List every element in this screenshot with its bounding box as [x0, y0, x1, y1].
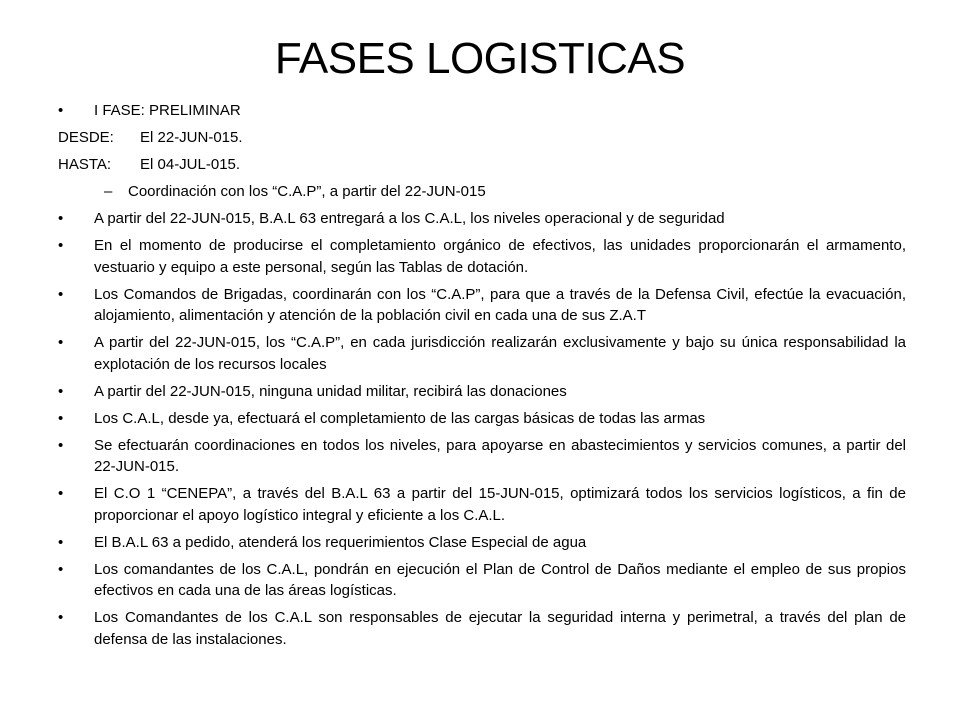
slide-title: FASES LOGISTICAS [274, 34, 686, 83]
bullet-item [58, 435, 906, 478]
bullet-text: En el momento de producirse el completamiento orgánico de efectivos, las unidades proporcionarán el armamento, vestuario y equipo a este personal, según las Tablas de dotación. [94, 237, 906, 276]
sub-item-text: Coordinación con los “C.A.P”, a partir del 22-JUN-015 [128, 183, 486, 200]
hasta-value: El 04-JUL-015. [140, 156, 241, 173]
bullet-item [58, 483, 906, 526]
desde-label: DESDE: [58, 129, 114, 146]
bullet-text: Los C.A.L, desde ya, efectuará el completamiento de las cargas básicas de todas las armas [94, 409, 706, 427]
bullet-marker: • [58, 609, 64, 626]
bullet-marker: • [58, 285, 64, 303]
bullet-marker: • [58, 210, 64, 227]
bullet-marker: • [58, 382, 64, 400]
bullet-item [58, 559, 906, 602]
bullet-text: Los comandantes de los C.A.L, pondrán en ejecución el Plan de Control de Daños mediante el empleo de sus propios efectivos en cada una de las áreas logísticas. [94, 560, 906, 599]
bullet-text: Se efectuarán coordinaciones en todos los niveles, para apoyarse en abastecimientos y servicios comunes, a partir del 22-JUN-015. [94, 436, 906, 475]
bullet-item [58, 284, 906, 327]
hasta-label: HASTA: [58, 156, 112, 173]
bullet-marker: • [58, 560, 64, 578]
bullet-text: A partir del 22-JUN-015, ninguna unidad militar, recibirá las donaciones [94, 382, 567, 400]
hasta-line [58, 154, 906, 176]
phase-label: I FASE: PRELIMINAR [94, 102, 241, 119]
bullet-marker: • [58, 533, 64, 551]
sub-item [58, 181, 906, 203]
bullet-text: El B.A.L 63 a pedido, atenderá los requerimientos Clase Especial de agua [94, 533, 587, 551]
desde-value: El 22-JUN-015. [140, 129, 243, 146]
bullet-marker: • [58, 409, 64, 427]
bullet-item [58, 208, 906, 230]
bullet-marker: • [58, 436, 64, 454]
bullet-text: El C.O 1 “CENEPA”, a través del B.A.L 63 a partir del 15-JUN-015, optimizará todos los servicios logísticos, a fin de proporcionar el apoyo logístico integral y eficiente a los C.A.L. [94, 485, 906, 524]
bullet-item [58, 235, 906, 278]
bullet-text: A partir del 22-JUN-015, los “C.A.P”, en cada jurisdicción realizarán exclusivamente y bajo su única responsabilidad la explotación de los recursos locales [94, 334, 906, 373]
bullet-item [58, 332, 906, 375]
bullet-marker: • [58, 237, 64, 254]
bullet-marker: • [58, 334, 64, 351]
bullet-text: Los Comandos de Brigadas, coordinarán con los “C.A.P”, para que a través de la Defensa Civil, efectúe la evacuación, alojamiento, alimentación y atención de la población civil en cada una de sus Z.A.T [94, 285, 906, 324]
bullet-item [58, 381, 906, 403]
slide-content [58, 100, 906, 656]
bullet-item [58, 532, 906, 554]
bullet-text: Los Comandantes de los C.A.L son responsables de ejecutar la seguridad interna y perimetral, a través del plan de defensa de las instalaciones. [94, 609, 906, 648]
dash-marker: – [104, 183, 113, 200]
bullet-marker: • [58, 485, 64, 502]
bullet-item [58, 607, 906, 650]
bullet-marker: • [58, 102, 64, 119]
bullet-text: A partir del 22-JUN-015, B.A.L 63 entregará a los C.A.L, los niveles operacional y de seguridad [94, 210, 725, 227]
bullet-phase [58, 100, 906, 122]
bullet-item [58, 408, 906, 430]
desde-line [58, 127, 906, 149]
